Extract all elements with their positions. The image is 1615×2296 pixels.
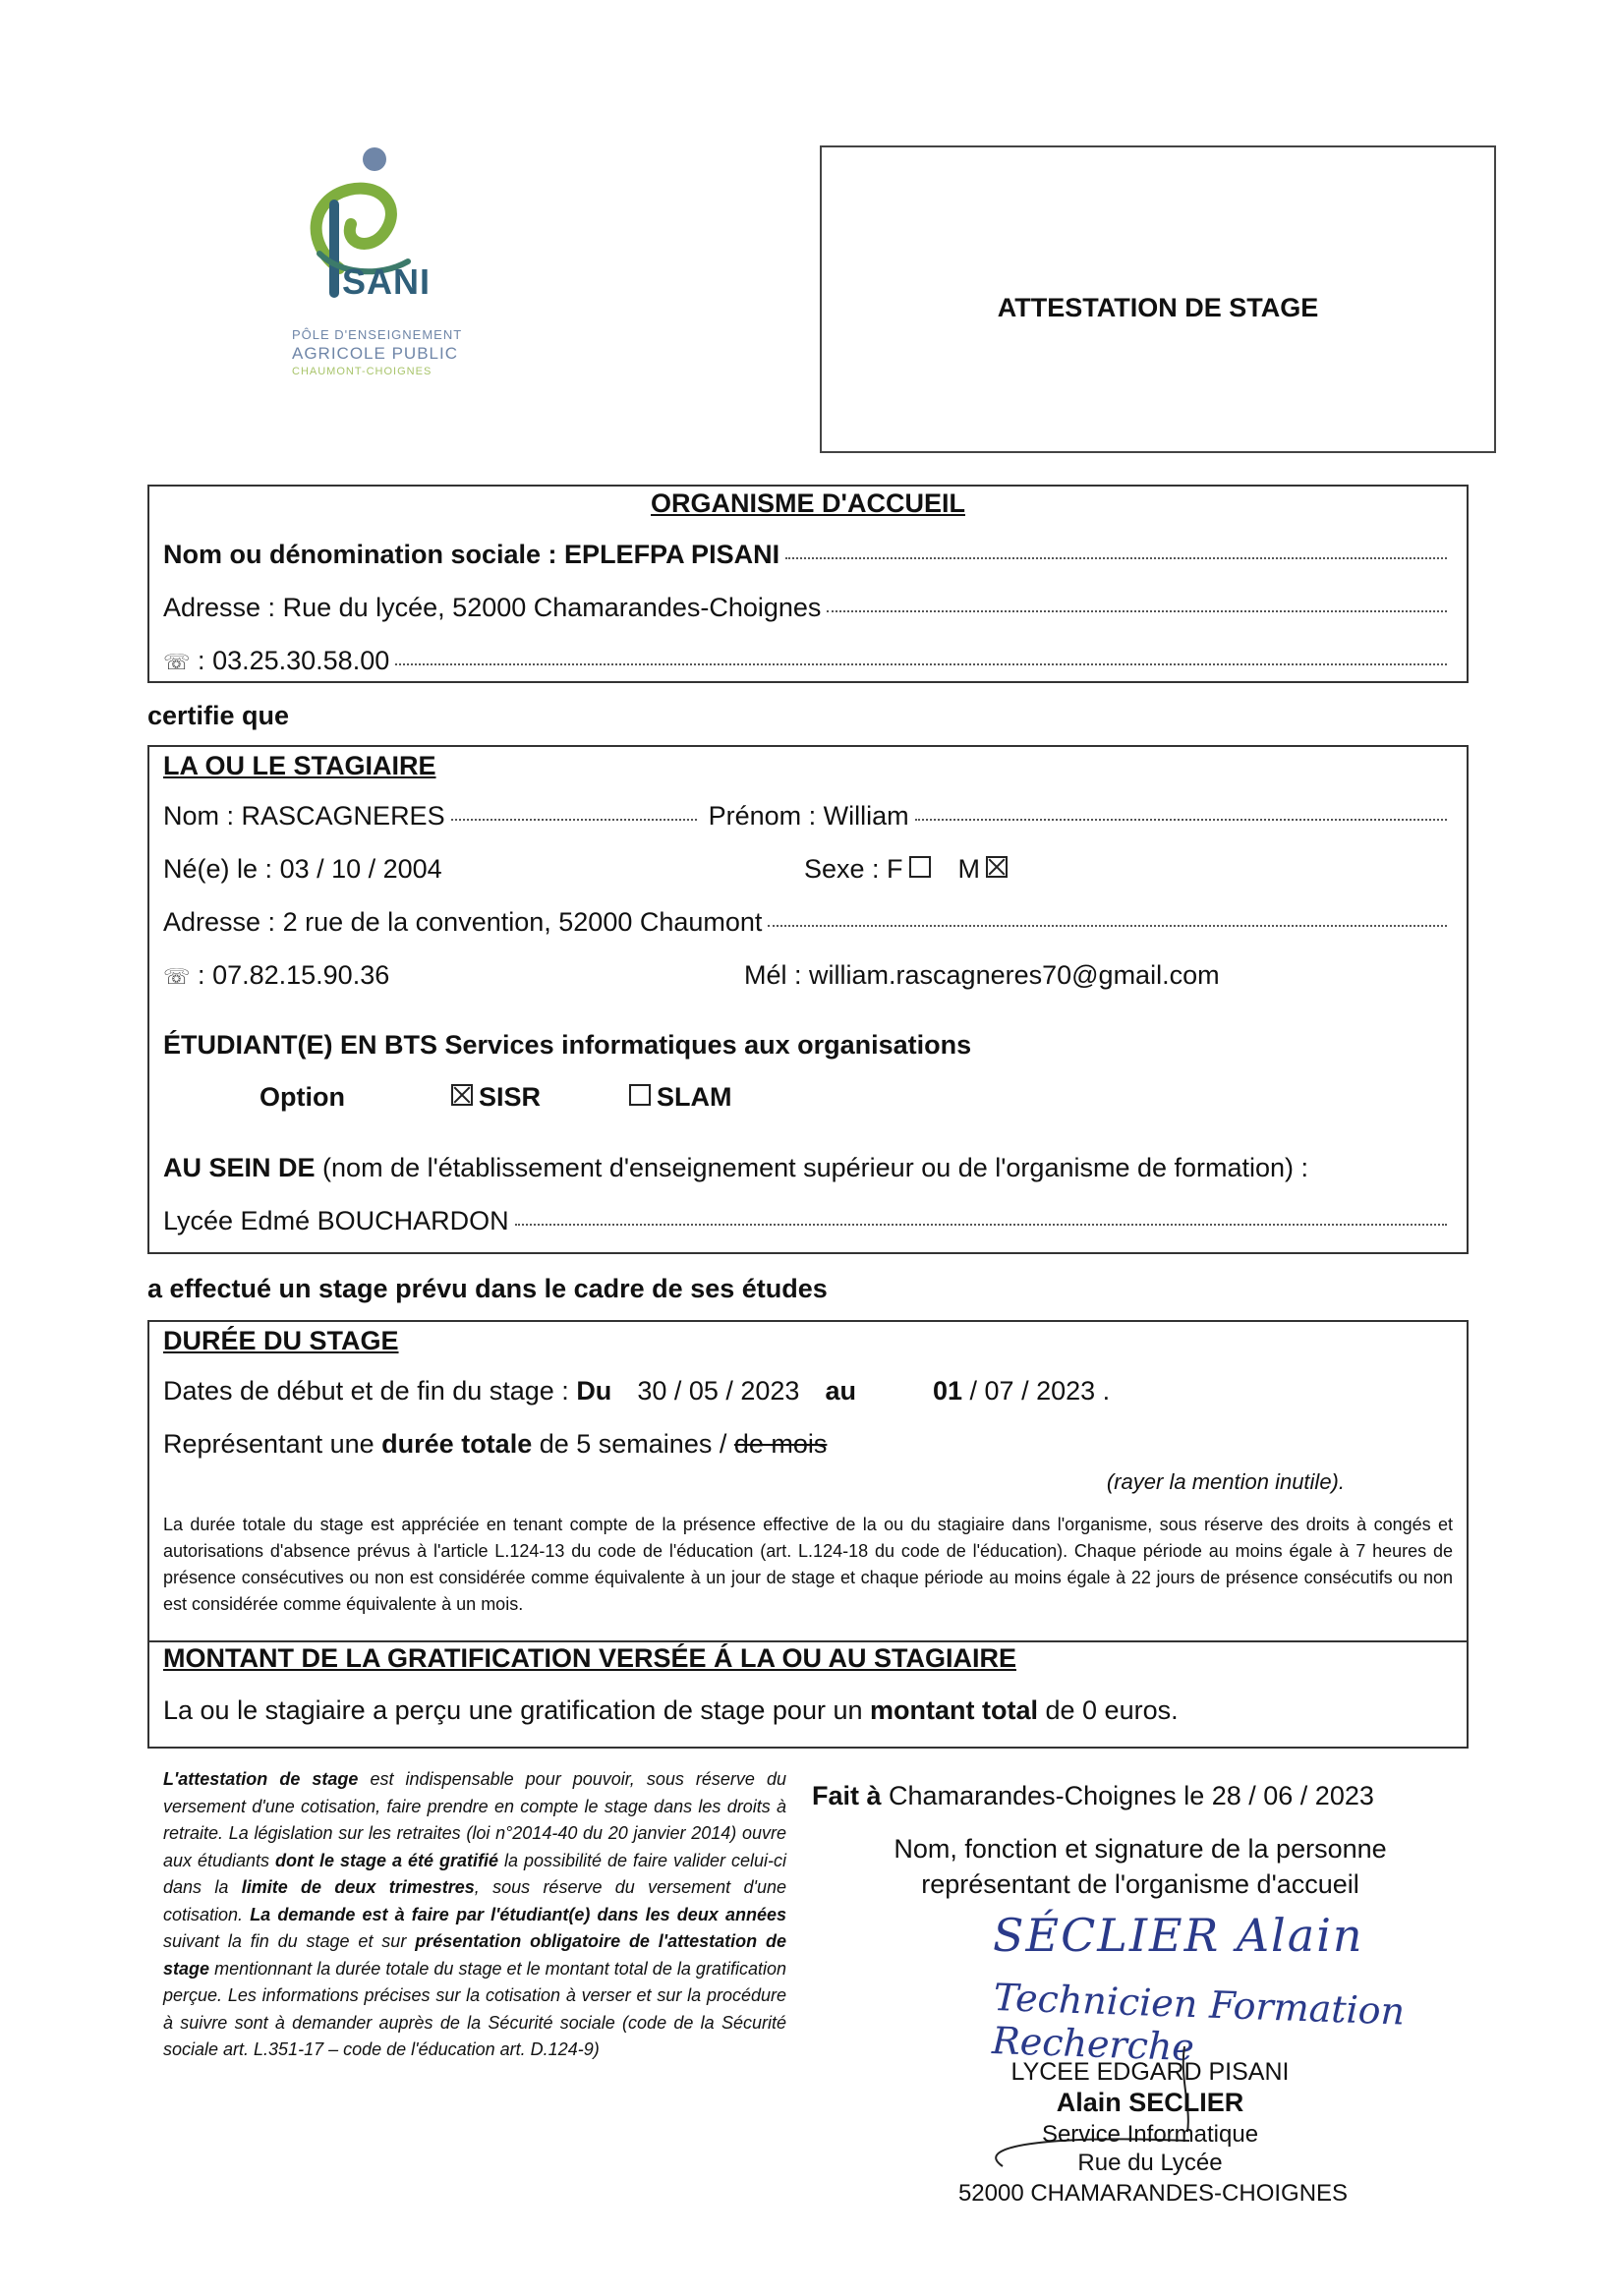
stagiaire-section: [147, 745, 1469, 1254]
stagiaire-ne-value: 03 / 10 / 2004: [279, 854, 442, 884]
au-sein-de-bold: AU SEIN DE: [163, 1153, 316, 1182]
fait-a-bold: Fait à: [812, 1781, 882, 1810]
duree-date-fin-day: 01: [932, 1376, 963, 1406]
duree-section: [147, 1320, 1469, 1749]
stagiaire-nom-label: Nom :: [163, 801, 235, 831]
stagiaire-sexe-row: [804, 854, 1013, 885]
stagiaire-sexe-label: Sexe : F: [804, 854, 903, 884]
signature-block: [806, 1781, 1474, 2213]
fait-a-rest: Chamarandes-Choignes le 28 / 06 / 2023: [889, 1781, 1374, 1810]
duree-rep-1: Représentant une: [163, 1429, 375, 1459]
stagiaire-prenom-label: Prénom :: [708, 801, 817, 831]
note-s10: mentionnant la durée totale du stage et le montant total de la gratification perçue. Les informations précises sur la cotisation à verser et sur la procédure à suivre sont à demander auprès de la Sécurité sociale (code de la Sécurité sociale art. L.351-17 – code de l'éducation art. D.124-9): [163, 1958, 786, 2059]
title-box: [820, 145, 1496, 453]
option-label: Option: [260, 1082, 345, 1112]
fait-a-row: [812, 1781, 1374, 1811]
stagiaire-phone-sep: :: [198, 960, 205, 990]
note-s7: La demande est à faire par l'étudiant(e) dans les deux années: [250, 1904, 786, 1924]
stagiaire-adresse-value: 2 rue de la convention, 52000 Chaumont: [282, 907, 763, 937]
au-sein-de-row: [163, 1153, 1308, 1183]
organisme-adresse-value: Rue du lycée, 52000 Chamarandes-Choignes: [282, 593, 822, 622]
note-s5: limite de deux trimestres: [241, 1877, 475, 1897]
logo-line2: AGRICOLE PUBLIC: [292, 344, 458, 363]
duree-rep-strike: de mois: [733, 1429, 828, 1459]
note-s1: L'attestation de stage: [163, 1769, 359, 1789]
duree-date-fin-rest: / 07 / 2023 .: [969, 1376, 1111, 1406]
stagiaire-adresse-row: [163, 907, 1453, 938]
lycee-row: [163, 1206, 1453, 1236]
organisme-phone-row: [163, 646, 1453, 676]
option-row: [260, 1082, 732, 1113]
sexe-f-checkbox[interactable]: [909, 856, 931, 878]
stamp-line-1: LYCEE EDGARD PISANI: [1010, 2058, 1290, 2086]
stagiaire-adresse-label: Adresse :: [163, 907, 276, 937]
stagiaire-nom-value: RASCAGNERES: [241, 801, 445, 831]
duree-rep-2: de 5 semaines /: [539, 1429, 727, 1459]
organisme-phone-value: 03.25.30.58.00: [212, 646, 390, 675]
stamp: [957, 2038, 1349, 2215]
logo-brand: ISANI: [331, 261, 432, 302]
organisme-section: [147, 485, 1469, 683]
handwritten-title: Technicien Formation Recherche: [991, 1976, 1406, 2070]
note-s3: dont le stage a été gratifié: [275, 1850, 498, 1870]
stagiaire-ne-label: Né(e) le :: [163, 854, 273, 884]
effectue-text: a effectué un stage prévu dans le cadre de ses études: [147, 1274, 828, 1303]
certifie-que: certifie que: [147, 701, 290, 730]
sexe-m-checkbox[interactable]: [986, 856, 1008, 878]
logo-line1: PÔLE D'ENSEIGNEMENT: [292, 327, 463, 342]
duree-total-row: [163, 1429, 827, 1460]
organisme-phone-sep: :: [198, 646, 205, 675]
stagiaire-heading: LA OU LE STAGIAIRE: [163, 751, 436, 780]
duree-heading: DURÉE DU STAGE: [163, 1326, 399, 1355]
telephone-icon: ☏: [163, 650, 191, 674]
gratification-text-1: La ou le stagiaire a perçu une gratification de stage pour un: [163, 1695, 863, 1725]
page-title: ATTESTATION DE STAGE: [997, 293, 1319, 322]
organisme-heading: ORGANISME D'ACCUEIL: [651, 488, 965, 518]
stagiaire-mel-row: [744, 960, 1220, 991]
stamp-line-3: Service Informatique: [1041, 2121, 1259, 2148]
gratification-text-row: [163, 1695, 1179, 1726]
duree-dates-label: Dates de début et de fin du stage :: [163, 1376, 569, 1406]
gratification-text-2: de 0 euros.: [1045, 1695, 1179, 1725]
nom-fonction-1: Nom, fonction et signature de la personne: [894, 1834, 1387, 1864]
stagiaire-mel-value: william.rascagneres70@gmail.com: [809, 960, 1220, 990]
telephone-icon: ☏: [163, 964, 191, 989]
nom-fonction-2: représentant de l'organisme d'accueil: [921, 1869, 1359, 1899]
stagiaire-nom-row: [163, 801, 1453, 832]
gratification-divider: [149, 1640, 1467, 1642]
duree-paragraph: La durée totale du stage est appréciée en tenant compte de la présence effective de la ou du stagiaire dans l'organisme, sous réserve des droits à congés et autorisations d'absence prévus à l'article L.124-13 du code de l'éducation (art. L.124-18 du code de l'éducation). Chaque période au moins égale à 7 heures de présence consécutives ou non est considérée comme équivalente à un jour de stage et chaque période au moins égale à 22 jours de présence consécutifs ou non est considérée comme équivalente à un mois.: [163, 1515, 1453, 1614]
option-slam-checkbox[interactable]: [629, 1084, 651, 1106]
stagiaire-sexe-m: M: [957, 854, 981, 884]
duree-date-debut: 30 / 05 / 2023: [637, 1376, 800, 1406]
duree-rep-bold: durée totale: [381, 1429, 533, 1459]
logo: [280, 145, 487, 386]
stagiaire-phone-value: 07.82.15.90.36: [212, 960, 390, 990]
organisme-nom-row: [163, 540, 1453, 570]
au-sein-de-rest: (nom de l'établissement d'enseignement supérieur ou de l'organisme de formation) :: [322, 1153, 1309, 1182]
organisme-nom-value: EPLEFPA PISANI: [564, 540, 780, 569]
option-slam-label: SLAM: [657, 1082, 732, 1112]
stagiaire-mel-label: Mél :: [744, 960, 802, 990]
note-s8: suivant la fin du stage et sur: [163, 1931, 407, 1951]
note-s6: , sous réserve du versement d'une cotisation.: [163, 1877, 786, 1924]
note-s4: la possibilité de faire valider celui-ci dans la: [163, 1850, 786, 1897]
stamp-line-4: Rue du Lycée: [1077, 2150, 1223, 2176]
duree-du: Du: [576, 1376, 612, 1406]
note-s2: est indispensable pour pouvoir, sous réserve du versement d'une cotisation, faire prendre en compte le stage dans les droits à retraite. La législation sur les retraites (loi n°2014-40 du 20 janvier 2014) ouvre aux étudiants: [163, 1769, 786, 1870]
retraite-note: [163, 1766, 786, 2064]
gratification-heading: MONTANT DE LA GRATIFICATION VERSÉE Á LA OU AU STAGIAIRE: [163, 1643, 1016, 1673]
organisme-nom-label: Nom ou dénomination sociale :: [163, 540, 557, 569]
handwritten-name: SÉCLIER Alain: [993, 1909, 1364, 1962]
stamp-line-5: 52000 CHAMARANDES-CHOIGNES: [957, 2180, 1349, 2207]
duree-rayer: (rayer la mention inutile).: [1106, 1469, 1345, 1494]
stagiaire-phone-row: [163, 960, 389, 991]
option-sisr-checkbox[interactable]: [451, 1084, 473, 1106]
organisme-adresse-label: Adresse :: [163, 593, 276, 622]
logo-line3: CHAUMONT-CHOIGNES: [292, 366, 433, 377]
lycee-value: Lycée Edmé BOUCHARDON: [163, 1206, 509, 1235]
duree-dates-row: [163, 1376, 1110, 1406]
stagiaire-ne-row: [163, 854, 442, 885]
stagiaire-prenom-value: William: [823, 801, 909, 831]
duree-au: au: [825, 1376, 856, 1406]
organisme-adresse-row: [163, 593, 1453, 623]
option-sisr-label: SISR: [478, 1082, 542, 1112]
gratification-text-bold: montant total: [870, 1695, 1038, 1725]
stagiaire-etudiant: ÉTUDIANT(E) EN BTS Services informatiques aux organisations: [163, 1030, 972, 1060]
stamp-line-2: Alain SECLIER: [1056, 2088, 1244, 2117]
note-s9: présentation obligatoire de l'attestation de stage: [163, 1931, 786, 1979]
